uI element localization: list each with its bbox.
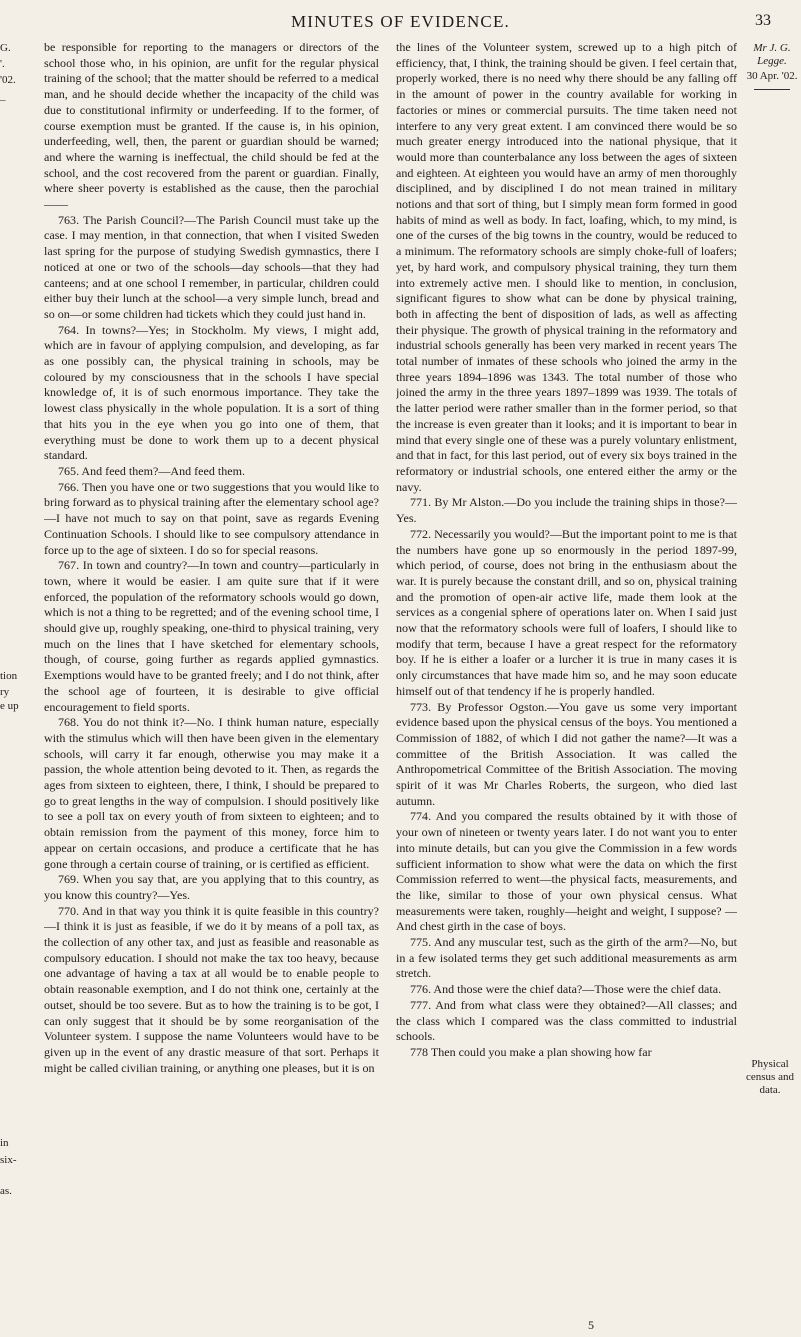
- margin-fragment: G.: [0, 42, 11, 54]
- paragraph: 774. And you compared the results obtained by it with those of your own of nineteen or twenty years later. I do not want you to enter into minute details, but can you give the Commission in a few words sufficient information to show what were the data on which the first Commission referred to went—the physical facts, measurements, and the like, similar to those of your own physical census. What measurements were taken, roughly—height and weight, I suppose? —And chest girth in the case of boys.: [396, 809, 737, 934]
- margin-fragment: six-: [0, 1154, 17, 1166]
- paragraph: 773. By Professor Ogston.—You gave us some very important evidence based upon the physical census of the boys. You mentioned a Commission of 1882, of which I did not gather the name?—It was a committee of the British Association. It was called the Anthropometrical Committee of the British Association. The moving spirit of it was Mr Charles Roberts, the surgeon, who died last autumn.: [396, 699, 737, 808]
- paragraph: be responsible for reporting to the managers or directors of the school those who, in his opinion, are unfit for the regular physical training of the school; that the matter should be referred to a medical man, and he should decide whether the incapacity of the child was due to constitutional infirmity or underfeeding. If to the former, of course exemption must be granted. If the cause is, in his opinion, underfeeding, well, then, the parent or guardian should be warned; and where the warning is ineffectual, the child should be fed at the school, and the cost recovered from the parent or guardian. Finally, where sheer poverty is established as the cause, then the parochial——: [44, 40, 379, 212]
- left-column: [44, 40, 379, 1320]
- right-column: [396, 40, 737, 1320]
- paragraph: 777. And from what class were they obtained?—All classes; and the class which I compared was the class committed to industrial schools.: [396, 997, 737, 1044]
- margin-fragment: _: [0, 90, 6, 102]
- margin-fragment: tion: [0, 670, 18, 682]
- paragraph: 766. Then you have one or two suggestions that you would like to bring forward as to physical training after the elementary school age?—I have not much to say on that point, save as regards Evening Continuation Schools. I should like to see compulsory attendance in force up to the age of sixteen. I do so for special reasons.: [44, 479, 379, 557]
- paragraph: 767. In town and country?—In town and country—particularly in town, where it would be easier. I am quite sure that if it were enforced, the population of the reformatory schools would go down, which is not a thing to be regretted; and of the evening school time, I should give up, roughly speaking, one-third to physical training, very much on the lines that I have sketched for elementary schools, though, of course, going further as regards applied gymnastics. Exemptions would have to be granted freely; and I do not think, after the school age of fourteen, it is desirable to give official encouragement to field sports.: [44, 558, 379, 714]
- paragraph: 764. In towns?—Yes; in Stockholm. My views, I might add, which are in favour of applying compulsion, and developing, as far as one possibly can, the physical training in schools, may be coloured by my consciousness that in the schools I have special knowledge of, it is of such enormous importance. They take the lowest class physically in the whole population. It is a sort of thing that hits you in the eye when you go into one of them, that everything must be done to work them up to a decent physical standard.: [44, 322, 379, 463]
- paragraph: 771. By Mr Alston.—Do you include the training ships in those?—Yes.: [396, 495, 737, 526]
- margin-fragment: in: [0, 1137, 9, 1149]
- margin-fragment: '02.: [0, 74, 16, 86]
- margin-note: Physical census and data.: [746, 1058, 794, 1096]
- paragraph: 770. And in that way you think it is quite feasible in this country?—I think it is just as feasible, if we do it by means of a poll tax, as the collection of any other tax, and just as feasible and reasonable as compulsory education. I should not make the tax too heavy, because one advantage of having a tax at all would be to enable people to obtain reasonable exemption, and I do not think one, certainly at the outset, should be too severe. But as to how the training is to be got, I can only suggest that it should be by some reorganisation of the Volunteer system. I suppose the name Volunteers would have to be given up in the event of any drastic measure of that sort. Perhaps it might be called civilian training, or anything one pleases, but it is on: [44, 903, 379, 1075]
- paragraph: 763. The Parish Council?—The Parish Council must take up the case. I may mention, in that connection, that when I visited Sweden last spring for the purpose of studying Swedish gymnastics, there I noticed at one or two of the schools—day schools—that they had canteens; and at one school I remember, in particular, children could either buy their lunch at the school—a very simple lunch, bread and so on—or some children had tickets which they could just hand in.: [44, 212, 379, 321]
- paragraph: 778 Then could you make a plan showing how far: [410, 1045, 652, 1059]
- signature-mark: 5: [588, 1318, 594, 1332]
- witness-name: Mr J. G.: [753, 42, 791, 54]
- paragraph: 776. And those were the chief data?—Those were the chief data.: [410, 982, 722, 997]
- margin-fragment: as.: [0, 1185, 12, 1197]
- margin-rule: [754, 89, 790, 90]
- paragraph: 775. And any muscular test, such as the girth of the arm?—No, but in a few isolated terms they get such additional measurements as arm stretch.: [396, 935, 737, 981]
- witness-surname: Legge.: [757, 55, 787, 67]
- paragraph: 769. When you say that, are you applying that to this country, as you know this country?—Yes.: [44, 872, 379, 902]
- paragraph: the lines of the Volunteer system, screwed up to a high pitch of efficiency, that, I think, the training should be given. I feel certain that, properly worked, there is no need why there should be any falling off in the amount of power in the country available for working in factories or mines or commercial pursuits. The time taken need not interfere to any very great extent. I am convinced there would be so much greater energy introduced into the national physique, that it would more than counterbalance any loss between the ages of sixteen and eighteen. At eighteen you would have an army of men thoroughly disciplined, and by disciplined I do not mean trained in military notions and that sort of thing, but I simply mean form formed in good habits of mind as well as body. In fact, loafing, which, to my mind, is one of the curses of the big towns in the country, would be reduced to a minimum. The reformatory schools are simply choke-full of loafers; yet, by hard work, and compulsory physical training, they turn them into extremely active men. I should like to mention, in conclusion, significant figures to show what can be done by physical training, both in affecting the bent of disposition of lads, as well as affecting their physique. The growth of physical training in the reformatory and industrial schools generally has been very marked in recent years The total number of inmates of these schools who joined the army in the three years 1894–1896 was 1343. The total number of those who joined the army in the three years 1897–1899 was 1939. The totals of the latter period were rather smaller than in the former period, so that the increase is even greater than it looks; and it is important to bear in mind that every single one of these was a purely voluntary enlistment, and that in fact, for this last period, out of every six boys trained in the reformatory or industrial schools, one entered either the army or the navy.: [396, 40, 737, 494]
- margin-fragment: ry: [0, 686, 10, 698]
- paragraph: 768. You do not think it?—No. I think human nature, especially with the stimulus which will then have been given in the elementary schools, will carry it far enough, otherwise you may make it a passion, the whole attention being devoted to it. Then, as regards the ages from sixteen to eighteen, there, I think, I should be prepared to go to great lengths in the way of compulsion. I should positively like to see a poll tax on every youth of from sixteen to eighteen; and to obtain remission from the payment of this money, force him to appear on certain occasions, and produce a certificate that he has gone through a certain course of training, or is certified as efficient.: [44, 715, 379, 871]
- paragraph: 765. And feed them?—And feed them.: [58, 463, 246, 478]
- margin-date: 30 Apr. '02.: [746, 70, 798, 82]
- margin-fragment: '.: [0, 58, 5, 70]
- margin-witness: [746, 42, 798, 90]
- margin-fragment: e up: [0, 700, 19, 712]
- page-header: [0, 10, 801, 32]
- page-title: MINUTES OF EVIDENCE.: [290, 12, 511, 31]
- paragraph: 772. Necessarily you would?—But the important point to me is that the numbers have gone up so enormously in the period 1897-99, which period, of course, does not bring in the enthusiasm about the war. It is purely because the constant drill, and so on, physical training and the promotion of open-air active life, made them look at the services as a congenial sphere of operations later on. When I said just now that the reformatory schools were full of loafers, I should like to modify that term, because I have a great respect for the reformatory boy. If he is either a loafer or a lurcher it is true in many cases it is only circumstances that have made him so, and he may soon educate himself out of that tendency if he is properly handled.: [396, 526, 737, 698]
- page-number: 33: [755, 12, 771, 29]
